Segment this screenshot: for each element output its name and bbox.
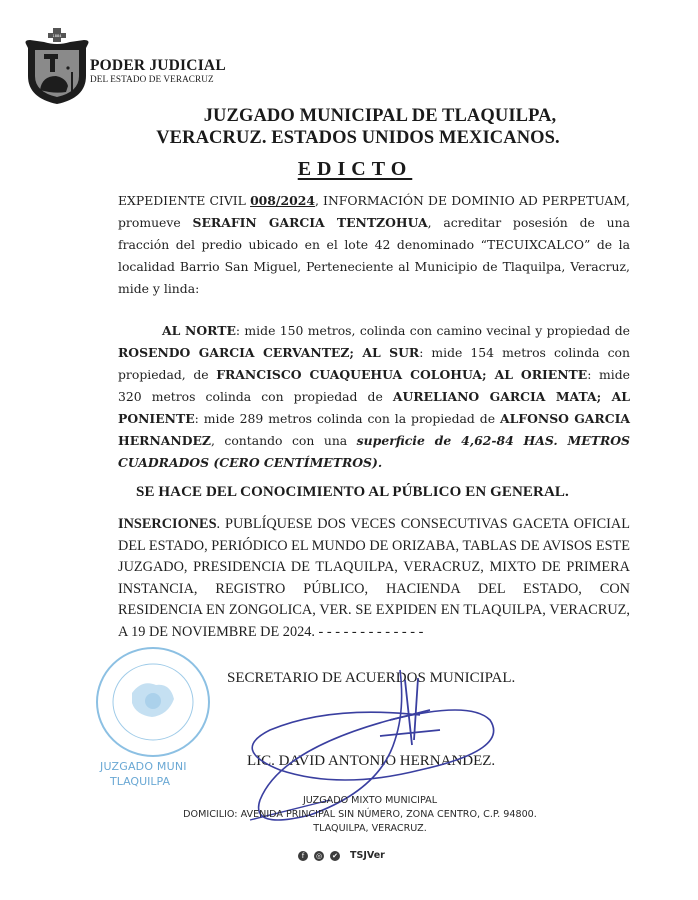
case-number: 008/2024 — [250, 193, 315, 208]
social-handle[interactable]: TSJVer — [350, 850, 385, 861]
west-text: : mide 289 metros colinda con la propiedad de — [194, 411, 500, 426]
document-type-title: EDICTO — [297, 158, 413, 180]
signatory-name: LIC. DAVID ANTONIO HERNANDEZ. — [247, 753, 496, 769]
official-seal-stamp — [92, 643, 214, 761]
insertions-text: . PUBLÍQUESE DOS VECES CONSECUTIVAS GACETA OFICIAL DEL ESTADO, PERIÓDICO EL MUNDO DE ORIZABA, TABLAS DE AVISOS ESTE JUZGADO, PRESIDENCIA DE TLAQUILPA, VERACRUZ, MIXTO DE PRIMERA INSTANCIA, REGISTRO PÚBLICO, HACIENDA DEL ESTADO, CON RESIDENCIA EN ZONGOLICA, VER. SE EXPIDEN EN TLAQUILPA, VERACRUZ, A 19 DE NOVIEMBRE DE 2024. — [118, 516, 630, 640]
signatory-title: SECRETARIO DE ACUERDOS MUNICIPAL. — [227, 670, 516, 686]
insertions-paragraph — [118, 514, 630, 644]
footer-city: TLAQUILPA, VERACRUZ. — [313, 823, 427, 834]
org-title: PODER JUDICIAL — [90, 57, 226, 74]
case-paragraph — [118, 190, 630, 300]
north-text: : mide 150 metros, colinda con camino vecinal y propiedad de — [235, 323, 630, 338]
north-label: AL NORTE — [162, 323, 236, 338]
court-heading-line2: VERACRUZ. ESTADOS UNIDOS MEXICANOS. — [156, 128, 560, 148]
insertions-label: INSERCIONES — [118, 516, 217, 532]
case-intro-text: EXPEDIENTE CIVIL — [118, 193, 251, 208]
org-subtitle: DEL ESTADO DE VERACRUZ — [90, 74, 214, 84]
applicant-name: SERAFIN GARCIA TENTZOHUA — [192, 215, 428, 230]
area-value: superficie de 4,62-84 HAS. METROS CUADRADOS (CERO CENTÍMETROS). — [118, 433, 630, 470]
area-intro: , contando con una — [210, 433, 357, 448]
north-owner: ROSENDO GARCIA CERVANTEZ; AL SUR — [118, 345, 420, 360]
stamp-text-line1: JUZGADO MUNI — [100, 760, 187, 773]
property-description: , acreditar posesión de una fracción del predio ubicado en el lote 42 denominado “TECUIXCALCO” de la localidad Barrio San Miguel, Perteneciente al Municipio de Tlaquilpa, Veracruz, mide y linda: — [118, 215, 630, 296]
court-heading-line1: JUZGADO MUNICIPAL DE TLAQUILPA, — [203, 106, 557, 126]
footer-court-name: JUZGADO MIXTO MUNICIPAL — [302, 795, 438, 806]
twitter-icon[interactable]: ✔ — [330, 851, 340, 861]
trailing-dashes: - - - - - - - - - - - - - — [314, 623, 424, 640]
public-notice: SE HACE DEL CONOCIMIENTO AL PÚBLICO EN GENERAL. — [136, 484, 569, 500]
social-links — [298, 850, 385, 861]
footer-address: DOMICILIO: AVENIDA PRINCIPAL SIN NÚMERO, ZONA CENTRO, C.P. 94800. — [183, 809, 537, 820]
boundaries-paragraph — [118, 320, 630, 474]
stamp-text-line2: TLAQUILPA — [110, 775, 170, 788]
judicial-shield-logo — [22, 28, 92, 104]
south-text: : mide 154 metros colinda con propiedad, de — [118, 345, 630, 382]
west-owner: ALFONSO GARCIA HERNANDEZ — [118, 411, 630, 448]
case-type-text: , INFORMACIÓN DE DOMINIO AD PERPETUAM, promueve — [118, 193, 630, 230]
instagram-icon[interactable]: ◎ — [315, 851, 323, 860]
east-text: : mide 320 metros colinda con propiedad de — [118, 367, 630, 404]
logo-year: 1884 — [52, 34, 62, 38]
east-owner: AURELIANO GARCIA MATA; AL PONIENTE — [118, 389, 630, 426]
south-owner: FRANCISCO CUAQUEHUA COLOHUA; AL ORIENTE — [216, 367, 588, 382]
facebook-icon[interactable]: f — [298, 851, 308, 861]
